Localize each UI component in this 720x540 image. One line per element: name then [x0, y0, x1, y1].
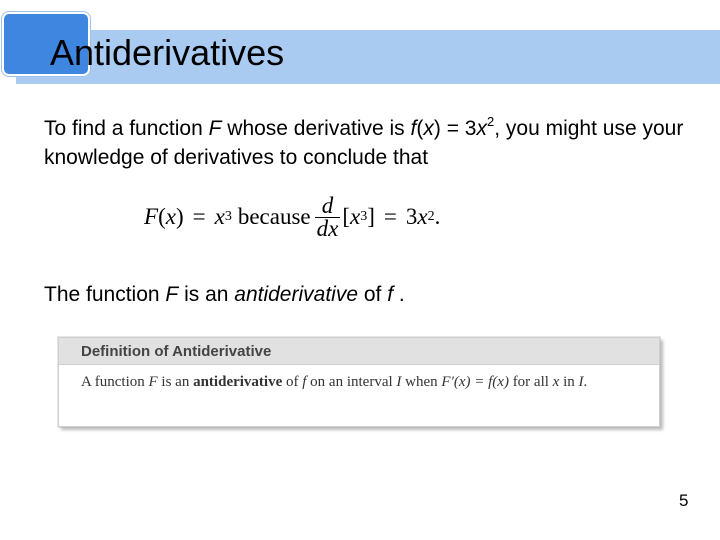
intro-paragraph [44, 114, 704, 172]
p1-x: x [476, 117, 487, 140]
eq-frac-numerator: d [321, 192, 334, 218]
eq-frac-denominator: dx [316, 215, 339, 241]
def-text: A function [81, 374, 149, 390]
eq-x: x [165, 204, 176, 229]
p1-text: whose derivative is [221, 117, 411, 140]
definition-box [58, 337, 660, 427]
p2-text: is an [178, 283, 235, 306]
eq-bracket: [ [342, 204, 351, 229]
eq-because: because [237, 204, 311, 229]
p1-text: , you might use your knowledge of derivatives to conclude that [44, 117, 684, 169]
def-I: I [396, 374, 402, 390]
def-F: F [148, 374, 158, 390]
p1-x: x [423, 117, 434, 140]
def-I: I [578, 374, 584, 390]
eq-paren: ) [175, 204, 184, 229]
p2-text: of [358, 283, 388, 306]
def-text: for all [508, 374, 553, 390]
p2-f: f [387, 283, 394, 306]
definition-body [81, 372, 641, 392]
def-text: is an [157, 374, 194, 390]
eq-F: F [144, 204, 159, 229]
p2-antiderivative: antiderivative [234, 283, 358, 306]
p2-F: F [165, 283, 179, 306]
eq-equals: = [383, 204, 397, 229]
derivative-equation: F ( x ) = x 3 because $\frac{d}{dx}$ [ x 3 ] = 3 x 2 . [144, 192, 441, 241]
p1-text: ( [416, 117, 424, 140]
p2-text: . [393, 283, 405, 306]
eq-fraction [315, 192, 341, 241]
p1-exponent: 2 [486, 114, 495, 129]
eq-x: x [417, 204, 428, 229]
def-term: antiderivative [193, 374, 283, 390]
eq-equals: = [192, 204, 206, 229]
def-x: x [552, 374, 560, 390]
def-f: f [302, 374, 307, 390]
p1-text: To find a function [44, 117, 209, 140]
p2-text: The function [44, 283, 166, 306]
slide-title: Antiderivatives [50, 32, 285, 73]
def-text: in [559, 374, 579, 390]
p1-f: f [410, 117, 417, 140]
page-number: 5 [679, 491, 689, 510]
def-text: on an interval [306, 374, 397, 390]
def-text: when [401, 374, 442, 390]
eq-x: x [350, 204, 361, 229]
definition-heading: Definition of Antiderivative [81, 343, 272, 360]
antiderivative-statement [44, 280, 704, 309]
definition-header [59, 338, 659, 365]
eq-paren: ( [158, 204, 166, 229]
def-text: of [282, 374, 303, 390]
def-formula: F′(x) = f(x) [441, 374, 509, 390]
eq-bracket: ] [367, 204, 375, 229]
eq-period: . [434, 204, 441, 229]
def-text: . [583, 374, 588, 390]
eq-x: x [214, 204, 225, 229]
p1-F: F [208, 117, 222, 140]
p1-text: ) = 3 [433, 117, 477, 140]
eq-coefficient: 3 [405, 204, 418, 229]
